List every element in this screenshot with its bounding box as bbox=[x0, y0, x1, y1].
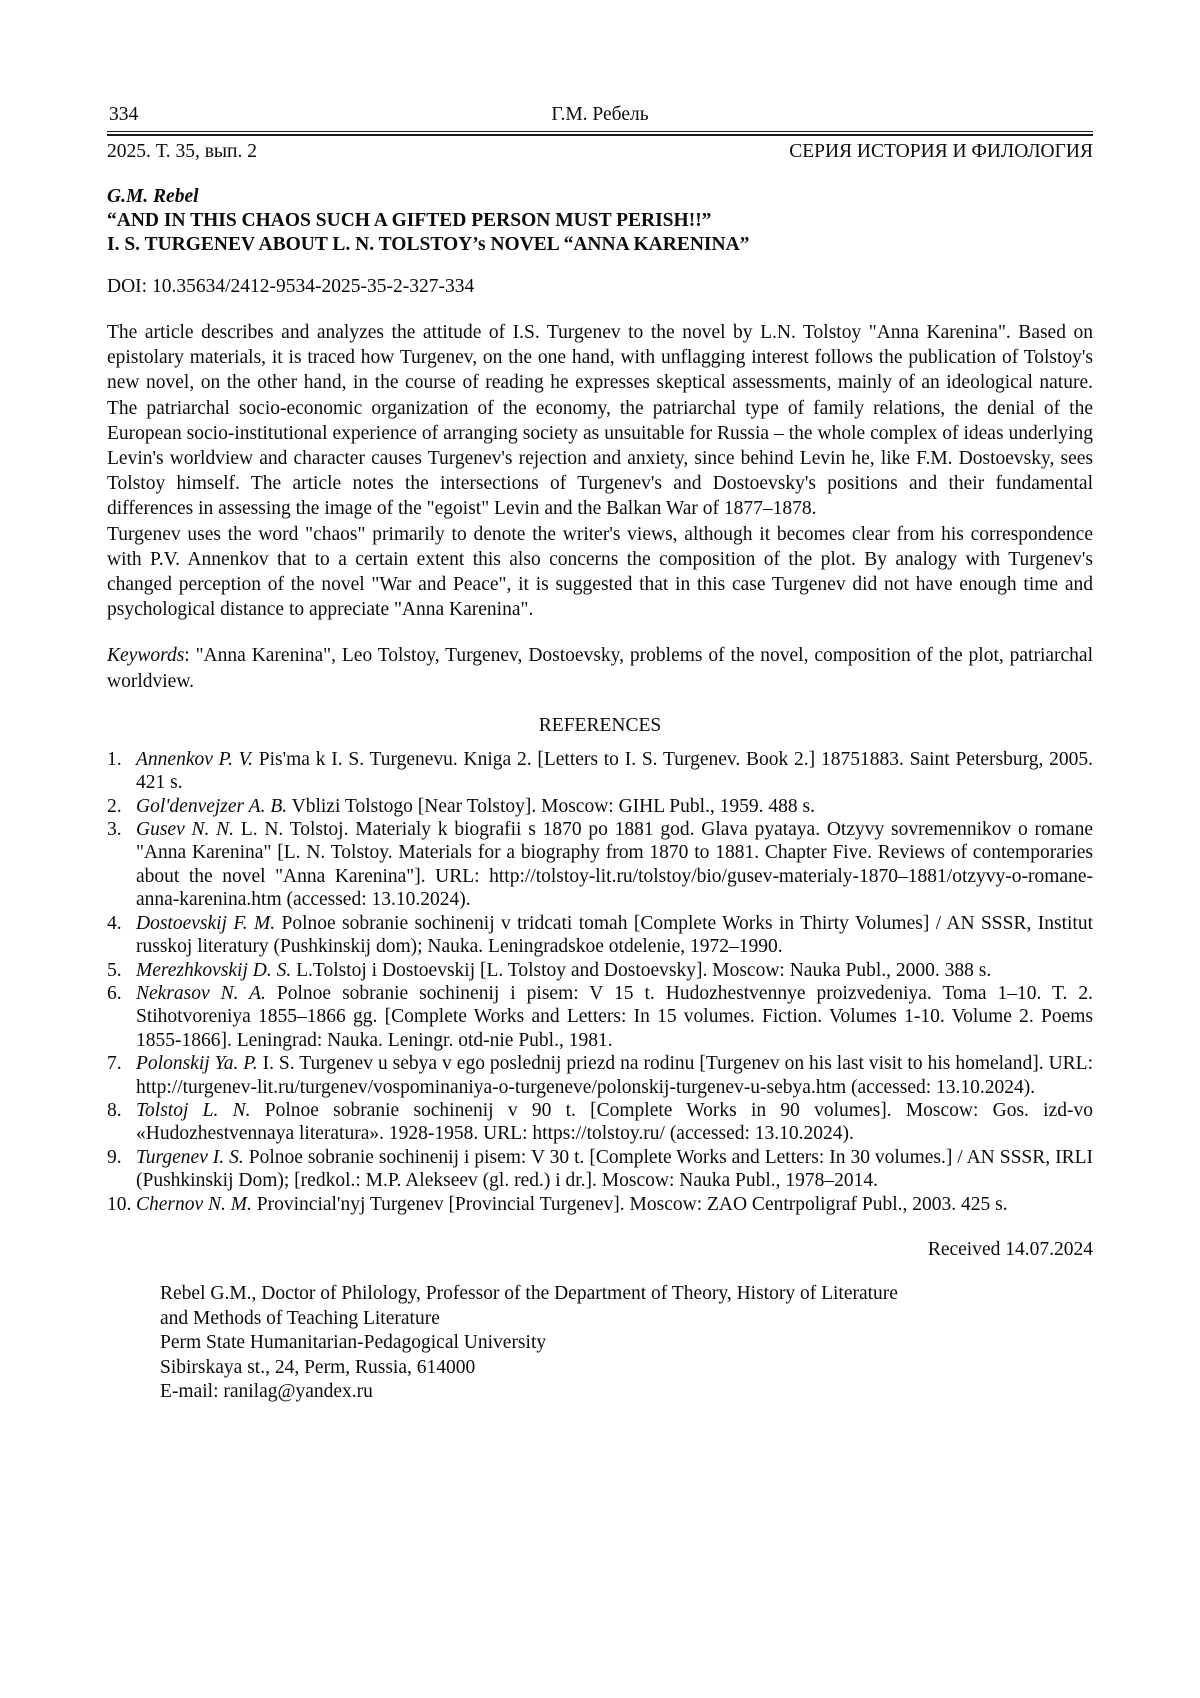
keywords-text: : "Anna Karenina", Leo Tolstoy, Turgenev, Dostoevsky, problems of the novel, composition of the plot, patriarchal worldview. bbox=[107, 645, 1093, 692]
author-affiliation-line: E-mail: ranilag@yandex.ru bbox=[160, 1381, 373, 1403]
reference-text: Provincial'nyj Turgenev [Provincial Turgenev]. Moscow: ZAO Centrpoligraf Publ., 2003. 425 s. bbox=[251, 1193, 1008, 1215]
author-affiliation bbox=[160, 1282, 1093, 1405]
reference-author: Nekrasov N. A. bbox=[136, 982, 266, 1004]
reference-number: 7. bbox=[107, 1053, 122, 1075]
received-date: Received 14.07.2024 bbox=[927, 1238, 1093, 1260]
reference-number: 9. bbox=[107, 1146, 122, 1168]
reference-text: I. S. Turgenev u sebya v ego poslednij priezd na rodinu [Turgenev on his last visit to his homeland]. URL: http://turgenev-lit.ru/turgenev/vospominaniya-o-turgeneve/polonskij-turgenev-u-sebya.htm (accessed: 13.10.2024). bbox=[136, 1053, 1093, 1098]
reference-item bbox=[107, 912, 1093, 959]
reference-number: 2. bbox=[107, 795, 122, 817]
reference-item bbox=[107, 982, 1093, 1052]
abstract-paragraph-1: The article describes and analyzes the attitude of I.S. Turgenev to the novel by L.N. Tolstoy "Anna Karenina". Based on epistolary materials, it is traced how Turgenev, on the one hand, with unflagging interest follows the publication of Tolstoy's new novel, on the other hand, in the course of reading he expresses skeptical assessments, mainly of an ideological nature. The patriarchal socio-economic organization of the economy, the patriarchal type of family relations, the denial of the European socio-institutional experience of arranging society as unsuitable for Russia – the whole complex of ideas underlying Levin's worldview and character causes Turgenev's rejection and anxiety, since behind Levin he, like F.M. Dostoevsky, sees Tolstoy himself. The article notes the intersections of Turgenev's and Dostoevsky's positions and their fundamental differences in assessing the image of the "egoist" Levin and the Balkan War of 1877–1878. bbox=[107, 322, 1093, 520]
reference-author: Annenkov P. V. bbox=[136, 748, 253, 770]
reference-author: Gusev N. N. bbox=[136, 819, 235, 841]
running-author-name: Г.М. Ребель bbox=[551, 104, 649, 125]
reference-author: Chernov N. M. bbox=[136, 1193, 252, 1215]
reference-item bbox=[107, 1052, 1093, 1099]
reference-number: 10. bbox=[107, 1193, 132, 1215]
abstract-paragraph-2: Turgenev uses the word "chaos" primarily to denote the writer's views, although it becomes clear from his correspondence with P.V. Annenkov that to a certain extent this also concerns the composition of the plot. By analogy with Turgenev's changed perception of the novel "War and Peace", it is suggested that in this case Turgenev did not have enough time and psychological distance to appreciate "Anna Karenina". bbox=[107, 523, 1093, 621]
reference-author: Gol'denvejzer A. B. bbox=[136, 795, 288, 817]
author-affiliation-line: Perm State Humanitarian-Pedagogical University bbox=[160, 1332, 547, 1354]
keywords-label: Keywords bbox=[107, 645, 185, 667]
article-author: G.M. Rebel bbox=[107, 186, 199, 207]
article-title-line2: I. S. TURGENEV ABOUT L. N. TOLSTOY’s NOVEL “ANNA KARENINA” bbox=[107, 233, 750, 255]
reference-number: 4. bbox=[107, 912, 122, 934]
reference-number: 6. bbox=[107, 982, 122, 1004]
references-list bbox=[107, 748, 1093, 1216]
reference-item bbox=[107, 748, 1093, 795]
reference-item bbox=[107, 1193, 1093, 1216]
reference-author: Polonskij Ya. P. bbox=[136, 1053, 258, 1075]
reference-text: Polnoe sobranie sochinenij v 90 t. [Complete Works in 90 volumes]. Moscow: Gos. izd-vo «Hudozhestvennaya literatura». 1928-1958. URL: https://tolstoy.ru/ (accessed: 13.10.2024). bbox=[136, 1099, 1093, 1145]
running-head bbox=[107, 104, 1093, 129]
reference-text: L.Tolstoj i Dostoevskij [L. Tolstoy and Dostoevsky]. Moscow: Nauka Publ., 2000. 388 s. bbox=[291, 959, 992, 981]
references-heading: REFERENCES bbox=[538, 714, 662, 736]
reference-author: Merezhkovskij D. S. bbox=[136, 959, 292, 981]
reference-author: Turgenev I. S. bbox=[136, 1146, 244, 1168]
reference-author: Dostoevskij F. M. bbox=[136, 912, 276, 934]
reference-item bbox=[107, 1146, 1093, 1193]
reference-item bbox=[107, 1099, 1093, 1146]
author-affiliation-line: and Methods of Teaching Literature bbox=[160, 1307, 440, 1329]
reference-number: 3. bbox=[107, 819, 122, 841]
reference-text: Pis'ma k I. S. Turgenevu. Kniga 2. [Letters to I. S. Turgenev. Book 2.] 18751883. Saint Petersburg, 2005. 421 s. bbox=[136, 748, 1094, 794]
page-number: 334 bbox=[109, 104, 139, 125]
reference-number: 5. bbox=[107, 959, 122, 981]
reference-text: Polnoe sobranie sochinenij v tridcati tomah [Complete Works in Thirty Volumes] / AN SSSR, Institut russkoj literatury (Pushkinskij dom); Nauka. Leningradskoe otdelenie, 1972–1990. bbox=[136, 912, 1093, 958]
article-title-line1: “AND IN THIS CHAOS SUCH A GIFTED PERSON MUST PERISH!!” bbox=[107, 210, 712, 231]
article-title bbox=[107, 209, 1093, 256]
series-title: СЕРИЯ ИСТОРИЯ И ФИЛОЛОГИЯ bbox=[789, 141, 1093, 162]
reference-item bbox=[107, 818, 1093, 912]
reference-item bbox=[107, 795, 1093, 818]
reference-author: Tolstoj L. N. bbox=[136, 1099, 251, 1121]
reference-text: Polnoe sobranie sochinenij i pisem: V 15 t. Hudozhestvennye proizvedeniya. Toma 1–10. T. 2. Stihotvoreniya 1855–1866 gg. [Complete Works and Letters: In 15 volumes. Fiction. Volumes 1-10. Volume 2. Poems 1855-1866]. Leningrad: Nauka. Leningr. otd-nie Publ., 1981. bbox=[136, 982, 1093, 1051]
keywords bbox=[107, 643, 1093, 693]
reference-item bbox=[107, 959, 1093, 982]
issue-info: 2025. Т. 35, вып. 2 bbox=[107, 141, 257, 162]
reference-number: 8. bbox=[107, 1099, 122, 1121]
reference-text: Vblizi Tolstogo [Near Tolstoy]. Moscow: GIHL Publ., 1959. 488 s. bbox=[287, 795, 816, 817]
header-rule bbox=[107, 131, 1093, 136]
author-affiliation-line: Sibirskaya st., 24, Perm, Russia, 614000 bbox=[160, 1356, 476, 1378]
author-affiliation-line: Rebel G.M., Doctor of Philology, Professor of the Department of Theory, History of Literature bbox=[160, 1282, 898, 1304]
doi: DOI: 10.35634/2412-9534-2025-35-2-327-334 bbox=[107, 276, 475, 297]
reference-number: 1. bbox=[107, 748, 122, 770]
reference-text: L. N. Tolstoj. Materialy k biografii s 1870 po 1881 god. Glava pyataya. Otzyvy sovremennikov o romane "Anna Karenina" [L. N. Tolstoy. Materials for a biography from 1870 to 1881. Chapter Five. Reviews of contemporaries about the novel "Anna Karenina"]. URL: http://tolstoy-lit.ru/tolstoy/bio/gusev-materialy-1870–1881/otzyvy-o-romane-anna-karenina.htm (accessed: 13.10.2024). bbox=[136, 819, 1093, 911]
reference-text: Polnoe sobranie sochinenij i pisem: V 30 t. [Complete Works and Letters: In 30 volumes.] / AN SSSR, IRLI (Pushkinskij Dom); [redkol.: M.P. Alekseev (gl. red.) i dr.]. Moscow: Nauka Publ., 1978–2014. bbox=[136, 1146, 1093, 1192]
issue-row bbox=[107, 141, 1093, 166]
